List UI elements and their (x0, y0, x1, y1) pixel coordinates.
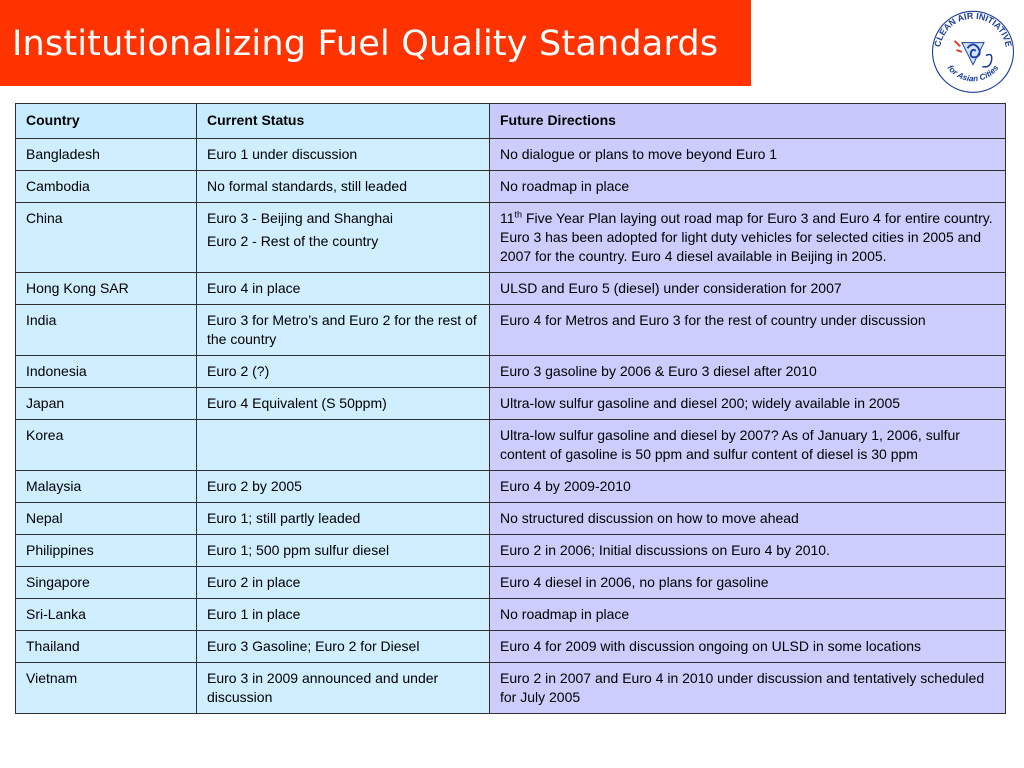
page-title: Institutionalizing Fuel Quality Standards (12, 24, 719, 64)
plan-ordinal: th (514, 209, 523, 220)
status-cell: Euro 4 Equivalent (S 50ppm) (197, 388, 490, 420)
future-cell: No dialogue or plans to move beyond Euro 1 (490, 139, 1006, 171)
status-cell: Euro 3 Gasoline; Euro 2 for Diesel (197, 631, 490, 663)
country-cell: India (16, 305, 197, 356)
table-row (16, 356, 1006, 388)
country-cell: Korea (16, 420, 197, 471)
status-line: Euro 3 - Beijing and Shanghai (207, 210, 394, 226)
status-cell: Euro 4 in place (197, 273, 490, 305)
status-cell: Euro 1 under discussion (197, 139, 490, 171)
table-row (16, 663, 1006, 714)
country-cell: Sri-Lanka (16, 599, 197, 631)
table-row (16, 420, 1006, 471)
status-cell (197, 203, 490, 273)
table-row (16, 139, 1006, 171)
table-row (16, 388, 1006, 420)
status-cell: Euro 2 (?) (197, 356, 490, 388)
status-line: Euro 2 - Rest of the country (207, 233, 379, 249)
future-cell (490, 203, 1006, 273)
future-cell: Euro 2 in 2007 and Euro 4 in 2010 under discussion and tentatively scheduled for July 2005 (490, 663, 1006, 714)
future-cell: Euro 3 gasoline by 2006 & Euro 3 diesel after 2010 (490, 356, 1006, 388)
country-cell: Hong Kong SAR (16, 273, 197, 305)
future-cell: ULSD and Euro 5 (diesel) under consideration for 2007 (490, 273, 1006, 305)
status-cell: Euro 3 for Metro’s and Euro 2 for the rest of the country (197, 305, 490, 356)
future-cell: Euro 4 by 2009-2010 (490, 471, 1006, 503)
country-cell: Philippines (16, 535, 197, 567)
future-cell: Ultra-low sulfur gasoline and diesel 200; widely available in 2005 (490, 388, 1006, 420)
country-cell: Thailand (16, 631, 197, 663)
country-cell: Cambodia (16, 171, 197, 203)
header-current-status: Current Status (197, 104, 490, 139)
table-row (16, 503, 1006, 535)
future-cell: No structured discussion on how to move ahead (490, 503, 1006, 535)
logo-bottom-text: for Asian Cities (945, 63, 1001, 84)
title-banner (0, 0, 751, 86)
status-cell: No formal standards, still leaded (197, 171, 490, 203)
country-cell: Singapore (16, 567, 197, 599)
fuel-standards-table (15, 103, 1006, 714)
future-cell: No roadmap in place (490, 599, 1006, 631)
status-cell: Euro 3 in 2009 announced and under discussion (197, 663, 490, 714)
country-cell: Vietnam (16, 663, 197, 714)
status-cell: Euro 2 in place (197, 567, 490, 599)
future-cell: Euro 4 for Metros and Euro 3 for the rest of country under discussion (490, 305, 1006, 356)
status-cell: Euro 1 in place (197, 599, 490, 631)
future-cell: Euro 4 diesel in 2006, no plans for gasoline (490, 567, 1006, 599)
table-header-row (16, 104, 1006, 139)
status-cell: Euro 1; 500 ppm sulfur diesel (197, 535, 490, 567)
logo-top-text: CLEAN AIR INITIATIVE (932, 10, 1014, 48)
future-cell: Ultra-low sulfur gasoline and diesel by 2007? As of January 1, 2006, sulfur content of gasoline is 50 ppm and sulfur content of diesel is 30 ppm (490, 420, 1006, 471)
country-cell: Malaysia (16, 471, 197, 503)
country-cell: Indonesia (16, 356, 197, 388)
table-row (16, 273, 1006, 305)
future-cell: No roadmap in place (490, 171, 1006, 203)
clean-air-initiative-logo (926, 4, 1020, 96)
table-row (16, 171, 1006, 203)
future-text: Five Year Plan laying out road map for Euro 3 and Euro 4 for entire country. Euro 3 has been adopted for light duty vehicles for selected cities in 2005 and 2007 for the country. Euro 4 diesel available in Beijing in 2005. (500, 210, 993, 264)
table-row (16, 599, 1006, 631)
table-row (16, 305, 1006, 356)
country-cell: Bangladesh (16, 139, 197, 171)
table-row (16, 203, 1006, 273)
table-row (16, 567, 1006, 599)
future-cell: Euro 4 for 2009 with discussion ongoing on ULSD in some locations (490, 631, 1006, 663)
status-cell: Euro 2 by 2005 (197, 471, 490, 503)
plan-number: 11 (500, 210, 515, 226)
header-future-directions: Future Directions (490, 104, 1006, 139)
table-row (16, 471, 1006, 503)
header-country: Country (16, 104, 197, 139)
table-row (16, 631, 1006, 663)
future-cell: Euro 2 in 2006; Initial discussions on Euro 4 by 2010. (490, 535, 1006, 567)
status-cell: Euro 1; still partly leaded (197, 503, 490, 535)
country-cell: Nepal (16, 503, 197, 535)
status-cell (197, 420, 490, 471)
country-cell: China (16, 203, 197, 273)
table-row (16, 535, 1006, 567)
country-cell: Japan (16, 388, 197, 420)
